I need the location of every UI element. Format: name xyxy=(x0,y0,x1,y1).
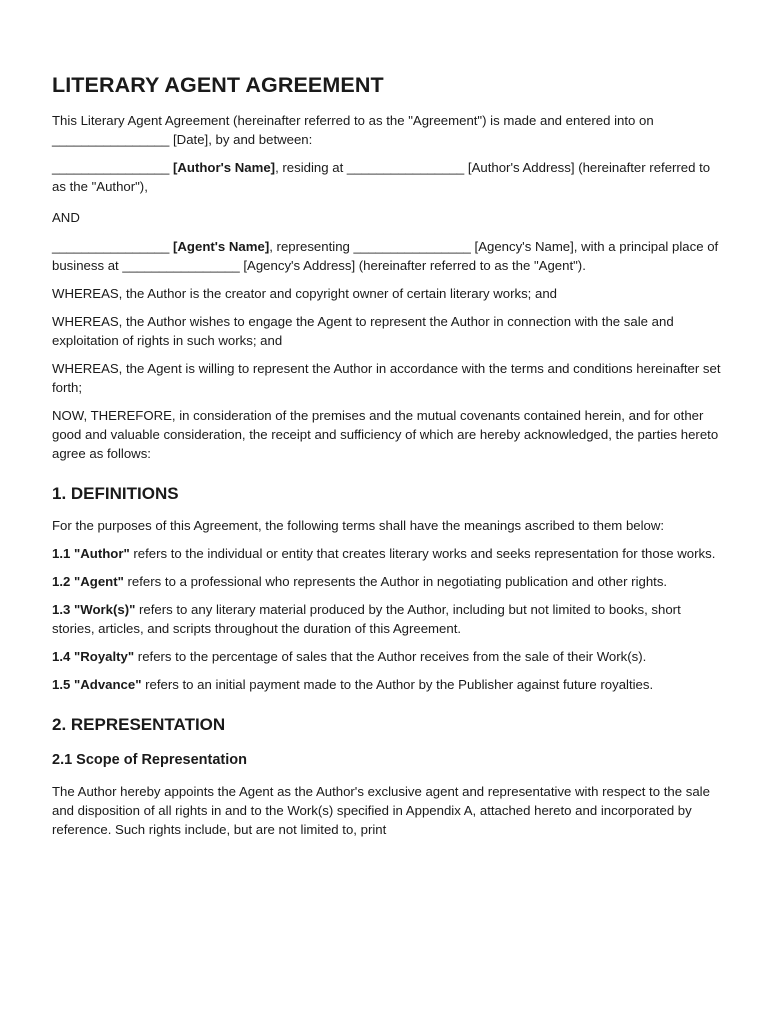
scope-paragraph: The Author hereby appoints the Agent as the Author's exclusive agent and representative with respect to the sale and disposition of all rights in and to the Work(s) specified in Appendix A, attached hereto and incorporated by reference. Such rights include, but are not limited to, print xyxy=(52,784,710,837)
definition-text: refers to a professional who represents the Author in negotiating publication and other rights. xyxy=(123,574,668,589)
whereas-paragraph-1: WHEREAS, the Author is the creator and copyright owner of certain literary works; and xyxy=(52,286,558,301)
definition-text: refers to any literary material produced by the Author, including but not limited to books, short stories, articles, and scripts throughout the duration of this Agreement. xyxy=(52,602,681,636)
author-party-paragraph xyxy=(52,158,722,196)
definition-term: 1.1 "Author" xyxy=(52,546,130,561)
author-party-rest: , residing at ________________ [Author's Address] (hereinafter referred to as the "Author"), xyxy=(52,160,711,194)
definition-term: 1.3 "Work(s)" xyxy=(52,602,136,617)
definition-item xyxy=(52,600,722,638)
agent-name-blank: ________________ xyxy=(52,239,174,254)
agent-name-label: [Agent's Name] xyxy=(173,239,270,254)
intro-paragraph: This Literary Agent Agreement (hereinafter referred to as the "Agreement") is made and entered into on ________________ [Date], by and between: xyxy=(52,113,654,147)
now-therefore-paragraph: NOW, THEREFORE, in consideration of the premises and the mutual covenants contained herein, and for other good and valuable consideration, the receipt and sufficiency of which are hereby acknowledged, the parties hereto agree as follows: xyxy=(52,408,719,461)
whereas-paragraph-2: WHEREAS, the Author wishes to engage the Agent to represent the Author in connection with the sale and exploitation of rights in such works; and xyxy=(52,314,674,348)
section-2-heading: 2. REPRESENTATION xyxy=(52,715,226,734)
definition-item xyxy=(52,647,722,666)
agent-party-rest: , representing ________________ [Agency's Name], with a principal place of business at ________________ [Agency's Address] (hereinafter referred to as the "Agent"). xyxy=(52,239,719,273)
definition-text: refers to the percentage of sales that the Author receives from the sale of their Work(s). xyxy=(134,649,647,664)
and-separator: AND xyxy=(52,210,80,225)
definition-text: refers to the individual or entity that creates literary works and seeks representation for those works. xyxy=(129,546,716,561)
definitions-intro: For the purposes of this Agreement, the following terms shall have the meanings ascribed to them below: xyxy=(52,518,665,533)
document-title: LITERARY AGENT AGREEMENT xyxy=(52,73,384,97)
definition-term: 1.2 "Agent" xyxy=(52,574,124,589)
author-name-label: [Author's Name] xyxy=(173,160,276,175)
definition-item xyxy=(52,675,722,694)
definition-item xyxy=(52,544,722,563)
section-1-heading: 1. DEFINITIONS xyxy=(52,484,179,503)
whereas-paragraph-3: WHEREAS, the Agent is willing to represent the Author in accordance with the terms and conditions hereinafter set forth; xyxy=(52,361,721,395)
document-page xyxy=(52,72,722,848)
agent-party-paragraph xyxy=(52,237,722,275)
subsection-2-1-heading: 2.1 Scope of Representation xyxy=(52,752,247,768)
definition-item xyxy=(52,572,722,591)
author-name-blank: ________________ xyxy=(52,160,174,175)
definition-text: refers to an initial payment made to the Author by the Publisher against future royalties. xyxy=(141,677,654,692)
definition-term: 1.5 "Advance" xyxy=(52,677,142,692)
definition-term: 1.4 "Royalty" xyxy=(52,649,135,664)
